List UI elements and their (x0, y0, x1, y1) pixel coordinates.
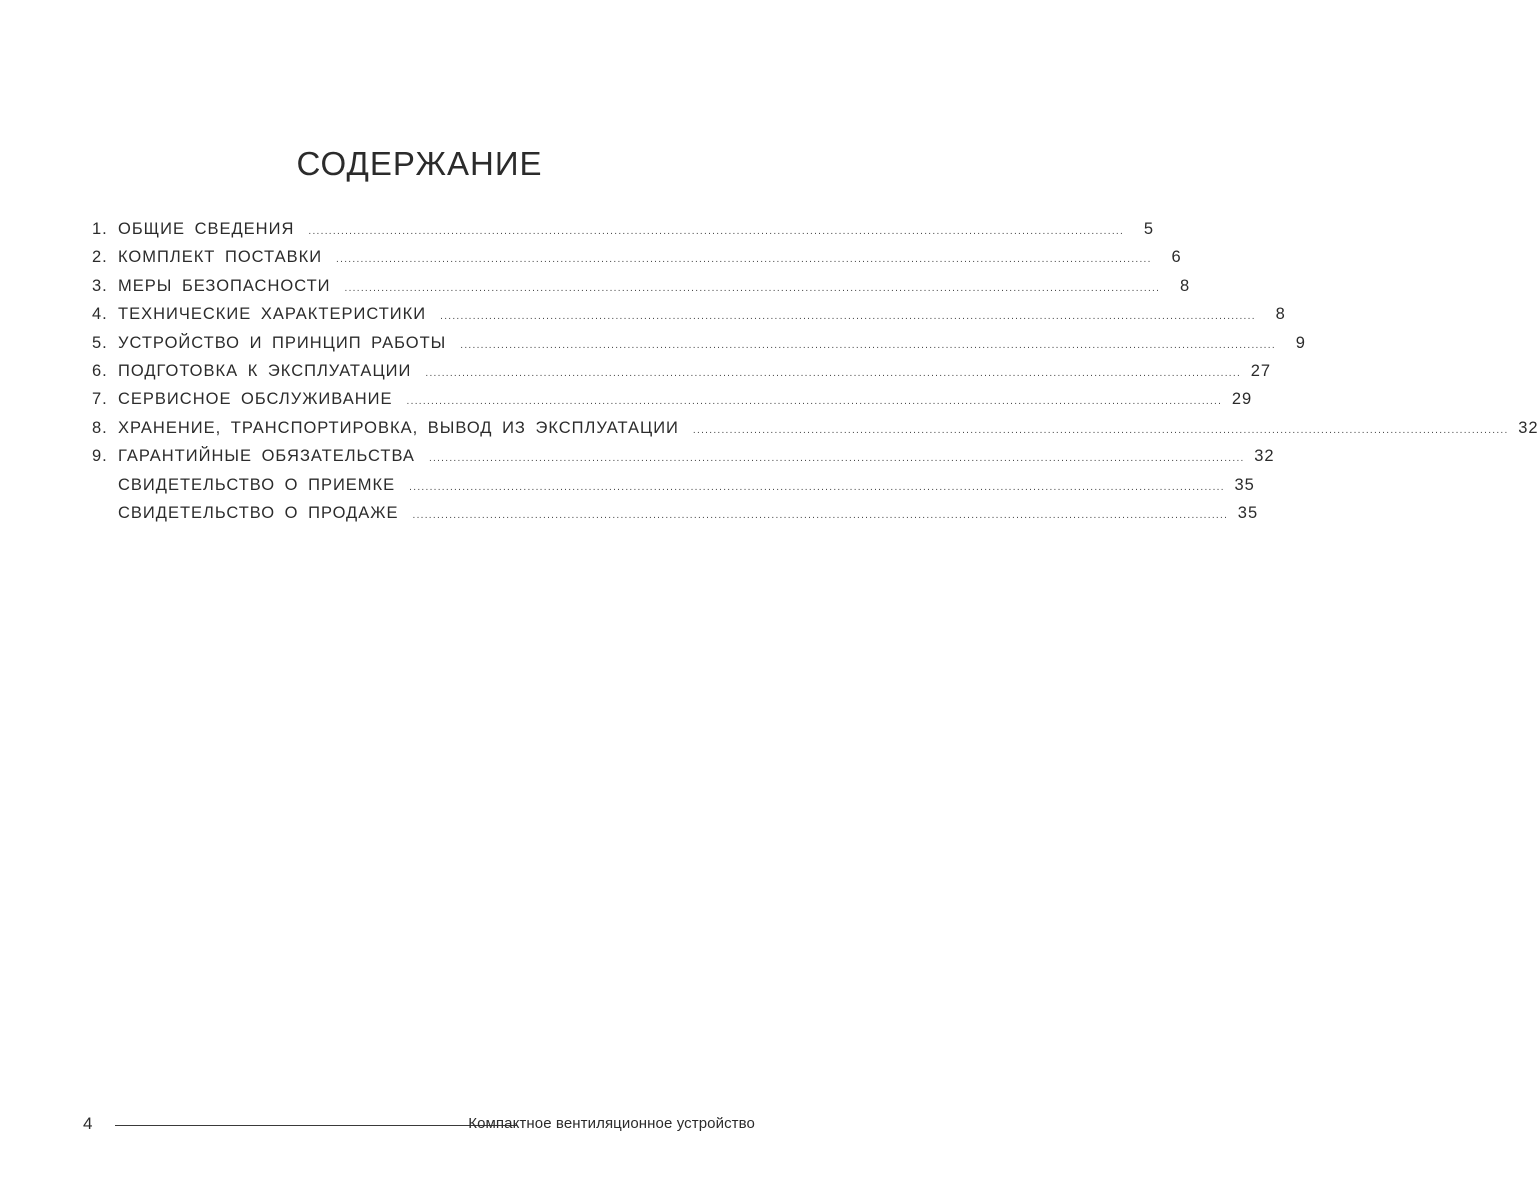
running-title: Компактное вентиляционное устройство (468, 1115, 755, 1132)
toc-entry-label: ПОДГОТОВКА К ЭКСПЛУАТАЦИИ (118, 361, 412, 380)
toc-entry-number: 7. (92, 390, 108, 409)
toc-entry-number: 4. (92, 305, 108, 324)
toc-entry[interactable] (92, 220, 1155, 248)
footer-rule (115, 1125, 517, 1126)
toc-entry[interactable] (92, 361, 1272, 390)
toc-entry[interactable] (92, 390, 1253, 418)
toc-entry[interactable] (92, 475, 1255, 504)
toc-entry[interactable] (92, 305, 1286, 333)
toc-entry-number: 8. (92, 418, 108, 437)
toc-entry-page: 35 (1234, 475, 1255, 494)
toc-entry-page: 9 (1295, 333, 1306, 352)
toc-entry-page: 35 (1237, 503, 1259, 522)
dot-leader: ........................................................................................................................................................................................................ (406, 396, 1223, 408)
toc-entry-number: 9. (92, 447, 108, 466)
toc-entry-number: 3. (92, 276, 108, 295)
toc-entry-number: 1. (92, 220, 108, 238)
page-number: 4 (83, 1114, 93, 1133)
toc-entry[interactable] (92, 447, 1275, 475)
toc-entry-number: 5. (92, 333, 108, 352)
table-of-contents (92, 220, 1539, 532)
dot-leader: ........................................................................................................................................................................................................ (412, 509, 1229, 521)
toc-entry[interactable] (92, 333, 1306, 362)
toc-entry-label: КОМПЛЕКТ ПОСТАВКИ (118, 248, 323, 267)
toc-entry-label: СВИДЕТЕЛЬСТВО О ПРОДАЖЕ (118, 503, 399, 522)
toc-entry-page: 29 (1231, 390, 1253, 409)
toc-entry[interactable] (92, 276, 1191, 305)
toc-entry-page: 32 (1254, 447, 1275, 466)
page-title: СОДЕРЖАНИЕ (296, 145, 543, 182)
toc-entry-label: УСТРОЙСТВО И ПРИНЦИП РАБОТЫ (118, 333, 447, 352)
toc-entry-label: ХРАНЕНИЕ, ТРАНСПОРТИРОВКА, ВЫВОД ИЗ ЭКСПЛУАТАЦИИ (118, 418, 679, 437)
toc-entry[interactable] (92, 248, 1182, 276)
dot-leader: ........................................................................................................................................................................................................ (440, 311, 1256, 323)
toc-entry-page: 27 (1250, 361, 1272, 380)
toc-entry-page: 8 (1180, 276, 1191, 295)
dot-leader: ........................................................................................................................................................................................................ (409, 481, 1225, 493)
toc-entry-label: ОБЩИЕ СВЕДЕНИЯ (118, 220, 295, 238)
toc-entry[interactable] (92, 418, 1539, 447)
dot-leader: ........................................................................................................................................................................................................ (460, 339, 1276, 351)
dot-leader: ........................................................................................................................................................................................................ (344, 282, 1161, 294)
toc-entry-page: 6 (1171, 248, 1182, 267)
dot-leader: ........................................................................................................................................................................................................ (308, 226, 1125, 237)
toc-entry-label: СЕРВИСНОЕ ОБСЛУЖИВАНИЕ (118, 390, 393, 409)
toc-entry-label: СВИДЕТЕЛЬСТВО О ПРИЕМКЕ (118, 475, 396, 494)
toc-entry[interactable] (92, 503, 1259, 532)
page-footer (83, 1114, 755, 1138)
toc-entry-page: 8 (1275, 305, 1286, 324)
dot-leader: ........................................................................................................................................................................................................ (692, 424, 1509, 436)
toc-entry-label: ТЕХНИЧЕСКИЕ ХАРАКТЕРИСТИКИ (118, 305, 427, 324)
dot-leader: ........................................................................................................................................................................................................ (425, 367, 1242, 379)
toc-entry-label: МЕРЫ БЕЗОПАСНОСТИ (118, 276, 331, 295)
toc-entry-page: 32 (1518, 418, 1539, 437)
toc-entry-page: 5 (1143, 220, 1155, 238)
dot-leader: ........................................................................................................................................................................................................ (336, 254, 1152, 266)
dot-leader: ........................................................................................................................................................................................................ (428, 453, 1245, 465)
toc-entry-label: ГАРАНТИЙНЫЕ ОБЯЗАТЕЛЬСТВА (118, 447, 415, 466)
toc-entry-number: 2. (92, 248, 108, 267)
toc-entry-number: 6. (92, 361, 108, 380)
